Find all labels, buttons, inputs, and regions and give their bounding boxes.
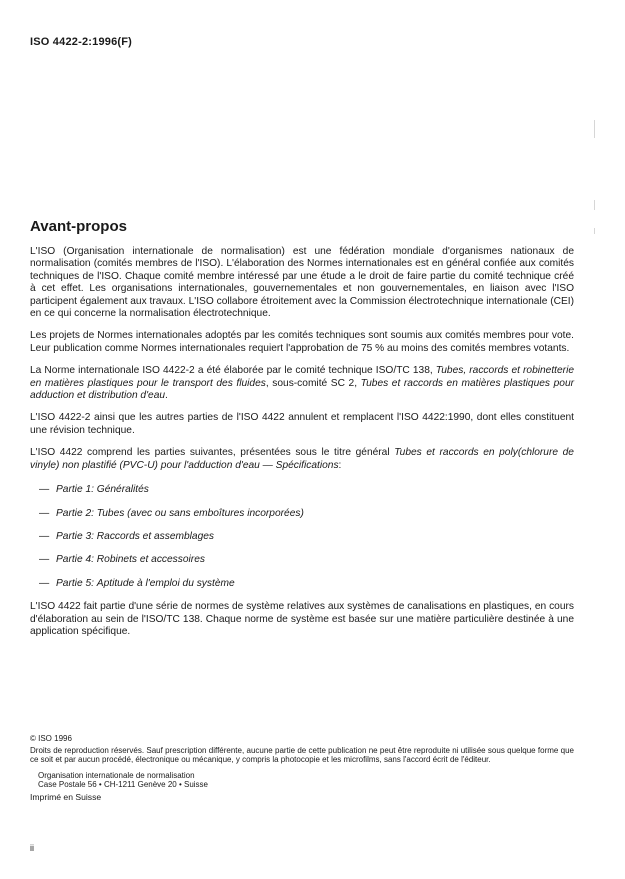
paragraph-elaboration-text-1: La Norme internationale ISO 4422-2 a été élaborée par le comité technique ISO/TC 138, [30,365,436,377]
part-label: Partie 5: [56,577,94,589]
scan-artifact [594,200,595,210]
dash: — [39,577,50,589]
printed-in: Imprimé en Suisse [30,791,102,802]
parts-intro-colon: : [338,459,342,471]
paragraph-system-standards: L'ISO 4422 fait partie d'une série de normes de système relatives aux systèmes de canalisations en plastiques, en cours d'élaboration au sein de l'ISO/TC 138. Chaque norme de système est basée sur une matière particulière destinée à une application spécifique. [30,601,574,637]
dash: — [39,530,50,542]
foreword-title: Avant-propos [30,218,127,235]
dash: — [39,554,50,566]
general-title: Tubes et raccords en poly(chlorure de vinyle) non plastifié (PVC-U) pour l'adduction d'eau — Spécifications [30,447,574,471]
subcommittee-title: Tubes et raccords en matières plastiques pour adduction et distribution d'eau [30,377,574,402]
parts-list [39,484,574,590]
list-item [39,531,574,543]
document-reference: ISO 4422-2:1996(F) [30,36,133,48]
publisher-organisation: Organisation internationale de normalisation [38,770,195,780]
scan-artifact [594,120,595,138]
committee-title: Tubes, raccords et robinetterie en matières plastiques pour le transport des fluides [30,365,574,389]
paragraph-revision: L'ISO 4422-2 ainsi que les autres parties de l'ISO 4422 annulent et remplacent l'ISO 4422:1990, dont elles constituent une révision technique. [30,412,574,436]
paragraph-parts-intro [30,447,574,472]
paragraph-elaboration-text-2: , sous-comité SC 2, [265,377,361,389]
paragraph-elaboration-text-3: . [165,390,168,402]
dash: — [39,484,50,496]
part-title: Robinets et accessoires [96,554,205,566]
part-title: Raccords et assemblages [96,530,215,542]
paragraph-voting: Les projets de Normes internationales adoptés par les comités techniques sont soumis aux comités membres pour vote. Leur publication comme Normes internationales requiert l'approbation de 75 % au moins des comités membres votants. [30,330,574,354]
list-item [39,578,574,590]
parts-intro-text: L'ISO 4422 comprend les parties suivantes, présentées sous le titre général [30,447,395,459]
scan-artifact [594,228,595,234]
list-item [39,508,574,520]
paragraph-iso-organisation: L'ISO (Organisation internationale de normalisation) est une fédération mondiale d'organismes nationaux de normalisation (comités membres de l'ISO). L'élaboration des Normes internationales est en général confiée aux comités techniques de l'ISO. Chaque comité membre intéressé par une étude a le droit de faire partie du comité technique créé à cet effet. Les organisations internationales, gouvernementales et non gouvernementales, en liaison avec l'ISO participent également aux travaux. L'ISO collabore étroitement avec la Commission électrotechnique internationale (CEI) en ce qui concerne la normalisation électrotechnique. [30,246,574,320]
part-label: Partie 4: [56,554,94,566]
part-title: Tubes (avec ou sans emboîtures incorporées) [96,507,304,519]
copyright-notice: © ISO 1996 [30,734,72,743]
foreword-body [30,246,574,648]
page-number: ii [30,843,34,853]
part-label: Partie 1: [56,484,94,496]
publisher-address: Case Postale 56 • CH-1211 Genève 20 • Suisse [38,780,208,790]
part-label: Partie 2: [56,507,94,519]
part-label: Partie 3: [56,530,94,542]
list-item [39,554,574,566]
part-title: Aptitude à l'emploi du système [96,577,235,589]
part-title: Généralités [96,484,149,496]
list-item [39,484,574,496]
copyright-rights: Droits de reproduction réservés. Sauf prescription différente, aucune partie de cette publication ne peut être reproduite ni utilisée sous quelque forme que ce soit et par aucun procédé, électronique ou mécanique, y compris la photocopie et les microfilms, sans l'accord écrit de l'éditeur. [30,745,574,765]
copyright-block [30,734,574,803]
paragraph-elaboration [30,365,574,402]
dash: — [39,507,50,519]
